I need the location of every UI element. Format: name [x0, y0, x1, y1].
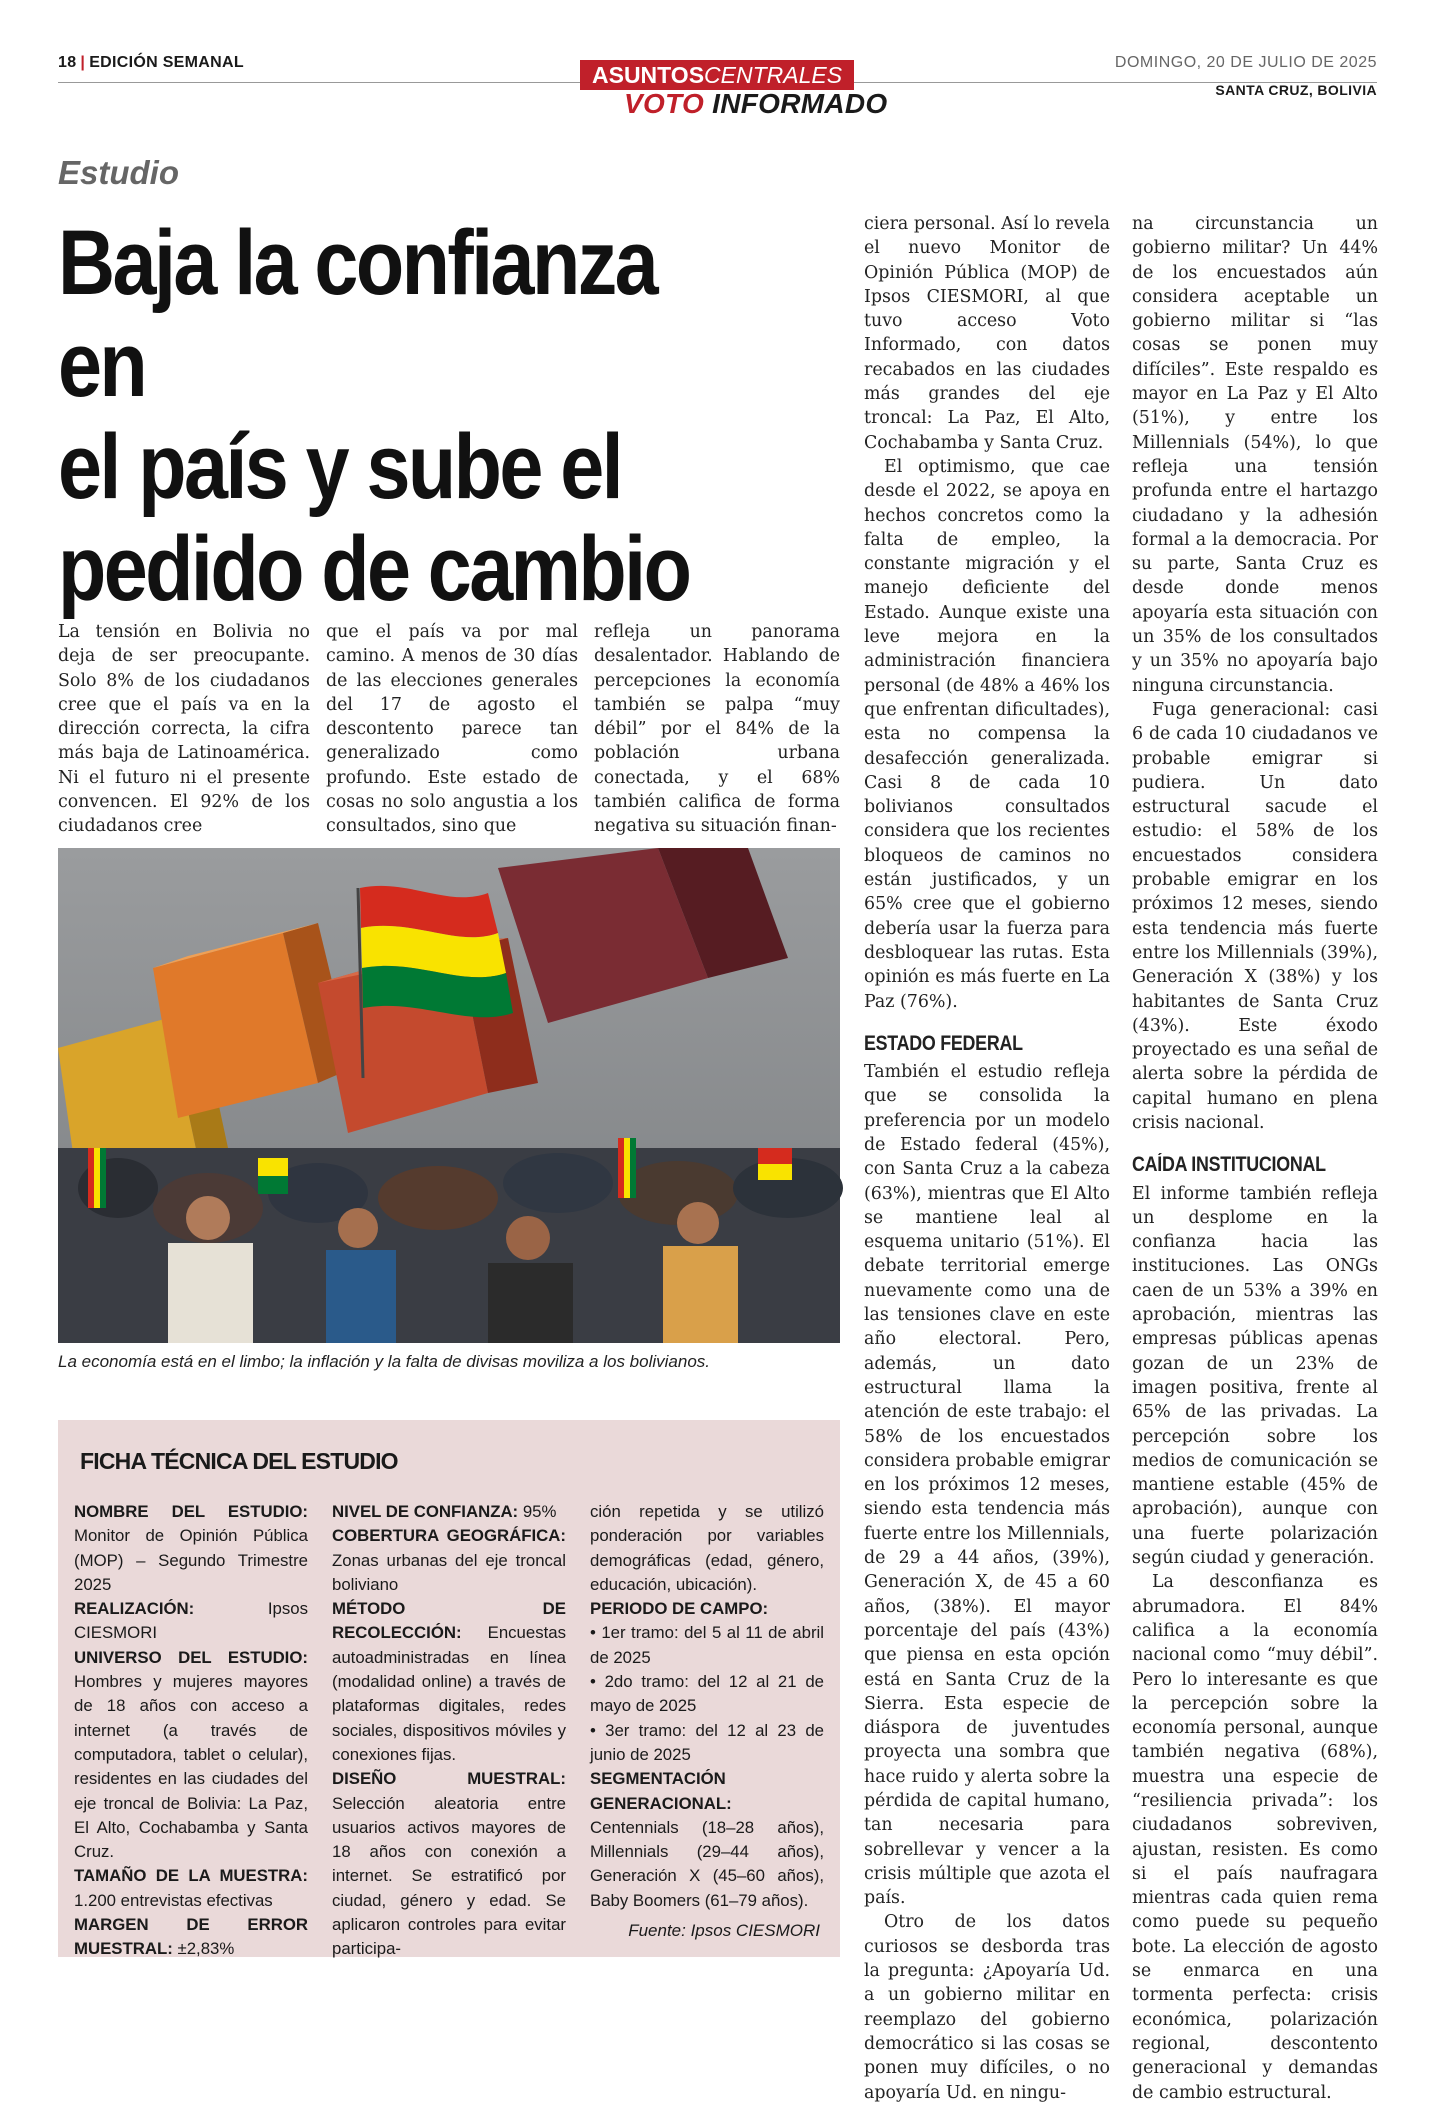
field-label: NIVEL DE CONFIANZA:	[332, 1502, 519, 1521]
subheading-caida-institucional: CAÍDA INSTITUCIONAL	[1132, 1153, 1326, 1177]
paragraph: Otro de los datos curiosos se desborda tras la pregunta: ¿Apoyaría Ud. a un gobierno militar en reemplazo del gobierno democrático si las cosas se ponen muy difíciles, o no apoyaría Ud. en ningu-	[864, 1912, 1110, 2103]
paragraph: La tensión en Bolivia no deja de ser preocupante. Solo 8% de los ciudadanos cree que el país va en la dirección correcta, la cifra más baja de Latinoamérica. Ni el futuro ni el presente convencen. El 92% de los ciudadanos cree	[58, 622, 310, 837]
issue-location: SANTA CRUZ, BOLIVIA	[1215, 82, 1377, 98]
paragraph: El informe también refleja un desplome en la confianza hacia las instituciones. Las ONGs caen de un 53% a 39% en aprobación, mientras las empresas públicas apenas gozan de un 23% de imagen positiva, frente al 65% de las privadas. La percepción sobre los medios de comunicación se mantiene estable (45% de aprobación), aunque con una fuerte polarización según ciudad y generación.	[1132, 1183, 1378, 1569]
field-value: Centennials (18–28 años), Millennials (29–44 años), Generación X (45–60 años), Baby Boomers (61–79 años).	[590, 1817, 824, 1910]
field-label: MÉTODO DE RECOLECCIÓN:	[332, 1599, 566, 1643]
subsection-title	[624, 88, 888, 120]
body-column-3	[594, 620, 840, 839]
field-value: ción repetida y se utilizó ponderación por variables demográficas (edad, género, educación, ubicación).	[590, 1502, 824, 1594]
list-item: • 2do tramo: del 12 al 21 de mayo de 2025	[590, 1672, 824, 1716]
list-item: • 1er tramo: del 5 al 11 de abril de 2025	[590, 1623, 824, 1667]
body-column-1	[58, 620, 310, 839]
article-kicker: Estudio	[58, 154, 179, 191]
body-column-5	[1132, 212, 1378, 2105]
subheading-estado-federal: ESTADO FEDERAL	[864, 1031, 1023, 1055]
field-label: COBERTURA GEOGRÁFICA:	[332, 1526, 566, 1546]
paragraph: También el estudio refleja que se consolida la preferencia por un modelo de Estado federal (45%), con Santa Cruz a la cabeza (63%), mientras que El Alto se mantiene leal al esquema unitario (51%). El debate territorial emerge nuevamente como una de las tensiones clave en este año electoral. Pero, además, un dato estructural llama la atención de este trabajo: el 58% de los encuestados considera probable emigrar en los próximos 12 meses, siendo esta tendencia más fuerte entre los Millennials, de 29 a 44 años, (39%), Generación X, de 45 a 60 años, (38%). El mayor porcentaje del país (43%) que piensa en esta opción está en Santa Cruz de la Sierra. Esta especie de diáspora de juventudes proyecta una sombra que hace ruido y alerta sobre la pérdida de capital humano, tan necesaria para sobrellevar y vencer a la crisis múltiple que azota el país.	[864, 1062, 1110, 1909]
paragraph: na circunstancia un gobierno militar? Un 44% de los encuestados aún considera aceptable un gobierno militar si “las cosas se ponen muy difíciles”. Este respaldo es mayor en La Paz y El Alto (51%), y entre los Millennials (54%), lo que refleja una tensión profunda entre el hartazgo ciudadano y la adhesión formal a la democracia. Por su parte, Santa Cruz es desde donde menos apoyaría esta situación con un 35% de los consultados y un 35% no apoyaría bajo ninguna circunstancia.	[1132, 214, 1378, 696]
field-label: SEGMENTACIÓN GENERACIONAL:	[590, 1769, 732, 1813]
field-value: Selección aleatoria entre usuarios activos mayores de 18 años con conexión a internet. Se estratificó por ciudad, género y edad. Se aplicaron controles para evitar participa-	[332, 1793, 566, 1959]
field-value: Encuestas autoadministradas en línea (modalidad online) a través de plataformas digitales, redes sociales, dispositivos móviles y conexiones fijas.	[332, 1623, 566, 1764]
section-banner	[580, 60, 854, 90]
field-label: UNIVERSO DEL ESTUDIO:	[74, 1647, 308, 1667]
page-number: 18	[58, 54, 77, 71]
crowd	[58, 1138, 843, 1343]
paragraph: El optimismo, que cae desde el 2022, se apoya en hechos concretos como la falta de empleo, la constante migración y el manejo deficiente del Estado. Aunque existe una leve mejora en la administración financiera personal (de 48% a 46% los que enfrentan dificultades), esta no compensa la desafección generalizada. Casi 8 de cada 10 bolivianos consultados considera que los recientes bloqueos de caminos no están justificados, y un 65% cree que el gobierno debería usar la fuerza para desbloquear las rutas. Esta opinión es más fuerte en La Paz (76%).	[864, 456, 1110, 1012]
field-value: 95%	[522, 1502, 557, 1521]
technical-sheet-column-3	[590, 1500, 824, 1913]
photo-illustration	[58, 848, 840, 1343]
technical-sheet-title: FICHA TÉCNICA DEL ESTUDIO	[80, 1448, 398, 1474]
article-photo	[58, 848, 840, 1343]
field-value: Ipsos CIESMORI	[74, 1599, 308, 1643]
field-label: NOMBRE DEL ESTUDIO:	[74, 1502, 308, 1521]
section-thin: CENTRALES	[704, 62, 843, 88]
paragraph: refleja un panorama desalentador. Hablando de percepciones la economía también se palpa “muy débil” por el 84% de la población urbana conectada, y el 68% también califica de forma negativa su situación finan-	[594, 622, 840, 837]
list-item: • 3er tramo: del 12 al 23 de junio de 2025	[590, 1720, 824, 1764]
field-label: TAMAÑO DE LA MUESTRA:	[74, 1866, 308, 1886]
source-credit: Fuente: Ipsos CIESMORI	[628, 1921, 820, 1940]
field-value: Hombres y mujeres mayores de 18 años con acceso a internet (a través de computadora, tablet o celular), residentes en las ciudades del eje troncal de Bolivia: La Paz, El Alto, Cochabamba y Santa Cruz.	[74, 1672, 308, 1862]
paragraph: La desconfianza es abrumadora. El 84% califica a la economía nacional como “muy débil”. Pero lo interesante es que la percepción sobre la economía personal, aunque también negativa (68%), muestra una especie de “resiliencia privada”: los ciudadanos sobreviven, ajustan, resisten. Es como si el país naufragara mientras cada quien rema como puede su pequeño bote. La elección de agosto se enmarca en una tormenta perfecta: crisis económica, polarización regional, descontento generacional y demandas de cambio estructural.	[1132, 1572, 1378, 2103]
subsection-dark: INFORMADO	[712, 88, 888, 119]
separator: |	[80, 54, 86, 71]
field-label: MARGEN DE ERROR MUESTRAL:	[74, 1915, 308, 1959]
subsection-red: VOTO	[624, 88, 705, 119]
paragraph: ciera personal. Así lo revela el nuevo Monitor de Opinión Pública (MOP) de Ipsos CIESMORI, al que tuvo acceso Voto Informado, con datos recabados en las ciudades más grandes del eje troncal: La Paz, El Alto, Cochabamba y Santa Cruz.	[864, 214, 1110, 453]
page-info	[58, 54, 244, 72]
edition-label: EDICIÓN SEMANAL	[89, 54, 244, 71]
field-value: Zonas urbanas del eje troncal boliviano	[332, 1550, 566, 1594]
article-headline	[58, 212, 729, 620]
field-label: REALIZACIÓN:	[74, 1599, 195, 1619]
paragraph: que el país va por mal camino. A menos de 30 días de las elecciones generales del 17 de agosto el descontento parece tan generalizado como profundo. Este estado de cosas no solo angustia a los consultados, sino que	[326, 622, 578, 837]
body-column-4	[864, 212, 1110, 2105]
paragraph: Fuga generacional: casi 6 de cada 10 ciudadanos ve probable emigrar si pudiera. Un dato estructural sacude el estudio: el 58% de los encuestados considera probable emigrar en los próximos 12 meses, siendo esta tendencia más fuerte entre los Millennials (39%), Generación X (38%) y los habitantes de Santa Cruz (43%). Este éxodo proyectado es una señal de alerta sobre la pérdida de capital humano en plena crisis nacional.	[1132, 699, 1378, 1133]
technical-sheet-box	[58, 1420, 840, 1957]
field-value: ±2,83%	[177, 1939, 235, 1959]
section-bold: ASUNTOS	[592, 62, 705, 88]
technical-sheet-column-1	[74, 1500, 308, 1962]
headline-line: pedido de cambio	[58, 518, 690, 620]
field-value: 1.200 entrevistas efectivas	[74, 1890, 273, 1910]
headline-line: Baja la confianza en	[58, 212, 657, 416]
field-label: PERIODO DE CAMPO:	[590, 1599, 769, 1619]
field-value: Monitor de Opinión Pública (MOP) – Segundo Trimestre 2025	[74, 1526, 308, 1594]
issue-date: DOMINGO, 20 DE JULIO DE 2025	[1114, 54, 1377, 71]
field-label: DISEÑO MUESTRAL:	[332, 1769, 566, 1789]
photo-caption: La economía está en el limbo; la inflación y la falta de divisas moviliza a los bolivianos.	[58, 1352, 711, 1371]
technical-sheet-column-2	[332, 1500, 566, 1962]
body-column-2	[326, 620, 578, 839]
headline-line: el país y sube el	[58, 416, 622, 518]
